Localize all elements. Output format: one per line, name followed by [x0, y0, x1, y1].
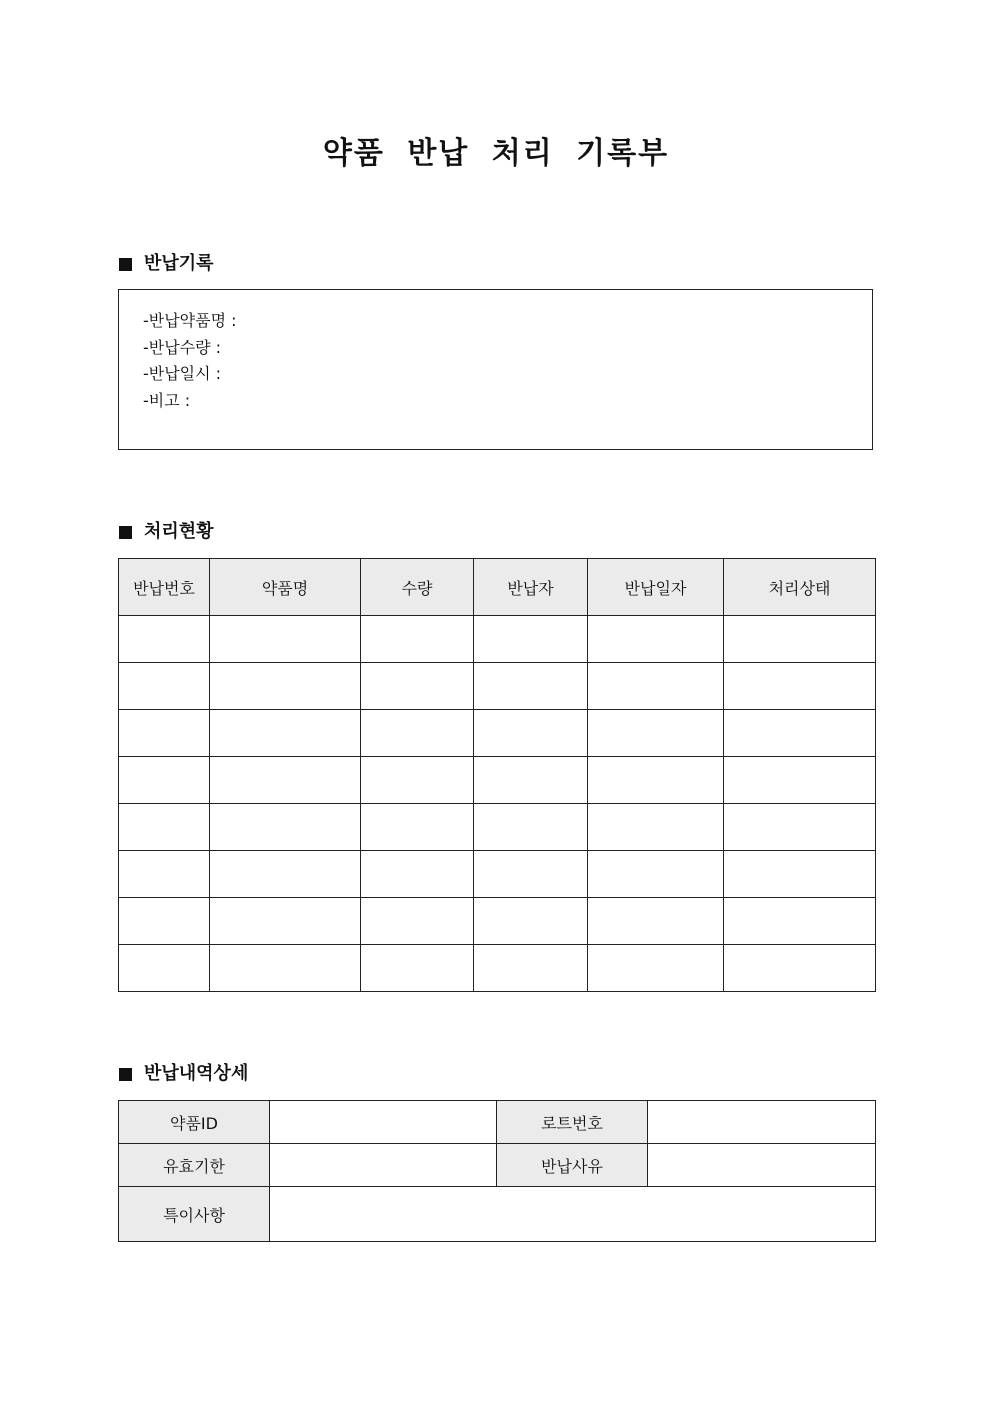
table-row [119, 616, 876, 663]
table-row [119, 945, 876, 992]
drug-name-cell[interactable] [210, 898, 361, 945]
returner-cell[interactable] [474, 663, 588, 710]
return-number-cell[interactable] [119, 616, 210, 663]
processing-status-cell[interactable] [724, 898, 876, 945]
drug-name-cell[interactable] [210, 945, 361, 992]
square-bullet-icon [119, 1068, 132, 1081]
column-header-returner: 반납자 [474, 559, 588, 616]
return-date-cell[interactable] [588, 663, 724, 710]
column-header-return-number: 반납번호 [119, 559, 210, 616]
quantity-cell[interactable] [361, 898, 474, 945]
column-header-processing-status: 처리상태 [724, 559, 876, 616]
column-header-quantity: 수량 [361, 559, 474, 616]
return-date-cell[interactable] [588, 710, 724, 757]
return-date-cell[interactable] [588, 616, 724, 663]
processing-status-cell[interactable] [724, 851, 876, 898]
processing-status-cell[interactable] [724, 616, 876, 663]
return-reason-value[interactable] [648, 1144, 876, 1187]
table-row [119, 1187, 876, 1242]
column-header-return-date: 반납일자 [588, 559, 724, 616]
remarks-value[interactable] [270, 1187, 876, 1242]
return-drug-name-line[interactable]: -반납약품명 : [143, 311, 237, 330]
table-row [119, 663, 876, 710]
return-date-cell[interactable] [588, 851, 724, 898]
column-header-drug-name: 약품명 [210, 559, 361, 616]
return-datetime-line[interactable]: -반납일시 : [143, 364, 222, 383]
return-number-cell[interactable] [119, 663, 210, 710]
processing-status-cell[interactable] [724, 710, 876, 757]
section-heading-return-details [119, 1061, 248, 1087]
table-row [119, 898, 876, 945]
expiry-date-label: 유효기한 [119, 1144, 270, 1187]
section-heading-label: 반납내역상세 [144, 1063, 249, 1084]
table-row [119, 1101, 876, 1144]
square-bullet-icon [119, 258, 132, 271]
drug-name-cell[interactable] [210, 757, 361, 804]
quantity-cell[interactable] [361, 710, 474, 757]
drug-id-label: 약품ID [119, 1101, 270, 1144]
returner-cell[interactable] [474, 757, 588, 804]
table-row [119, 1144, 876, 1187]
returner-cell[interactable] [474, 710, 588, 757]
quantity-cell[interactable] [361, 663, 474, 710]
returner-cell[interactable] [474, 616, 588, 663]
return-number-cell[interactable] [119, 945, 210, 992]
return-date-cell[interactable] [588, 945, 724, 992]
return-number-cell[interactable] [119, 710, 210, 757]
processing-status-cell[interactable] [724, 757, 876, 804]
return-reason-label: 반납사유 [497, 1144, 648, 1187]
quantity-cell[interactable] [361, 757, 474, 804]
quantity-cell[interactable] [361, 851, 474, 898]
drug-name-cell[interactable] [210, 851, 361, 898]
remarks-line[interactable]: -비고 : [143, 390, 191, 410]
return-number-cell[interactable] [119, 757, 210, 804]
quantity-cell[interactable] [361, 804, 474, 851]
return-number-cell[interactable] [119, 804, 210, 851]
quantity-cell[interactable] [361, 616, 474, 663]
return-number-cell[interactable] [119, 851, 210, 898]
lot-number-value[interactable] [648, 1101, 876, 1144]
return-date-cell[interactable] [588, 804, 724, 851]
table-row [119, 757, 876, 804]
drug-name-cell[interactable] [210, 616, 361, 663]
section-heading-label: 처리현황 [144, 521, 214, 542]
table-header-row [119, 559, 876, 616]
drug-id-value[interactable] [270, 1101, 497, 1144]
return-record-box [118, 289, 873, 450]
return-quantity-line[interactable]: -반납수량 : [143, 337, 222, 357]
drug-name-cell[interactable] [210, 663, 361, 710]
page-title: 약품 반납 처리 기록부 [322, 136, 670, 171]
table-row [119, 804, 876, 851]
section-heading-label: 반납기록 [144, 253, 214, 274]
return-date-cell[interactable] [588, 757, 724, 804]
remarks-label: 특이사항 [119, 1187, 270, 1242]
expiry-date-value[interactable] [270, 1144, 497, 1187]
return-date-cell[interactable] [588, 898, 724, 945]
lot-number-label: 로트번호 [497, 1101, 648, 1144]
drug-name-cell[interactable] [210, 804, 361, 851]
section-heading-processing-status [119, 519, 214, 545]
returner-cell[interactable] [474, 851, 588, 898]
processing-status-cell[interactable] [724, 804, 876, 851]
table-row [119, 851, 876, 898]
table-row [119, 710, 876, 757]
returner-cell[interactable] [474, 804, 588, 851]
return-details-table [118, 1100, 876, 1242]
processing-status-cell[interactable] [724, 945, 876, 992]
processing-status-cell[interactable] [724, 663, 876, 710]
return-number-cell[interactable] [119, 898, 210, 945]
returner-cell[interactable] [474, 898, 588, 945]
section-heading-return-record [119, 251, 214, 277]
quantity-cell[interactable] [361, 945, 474, 992]
drug-name-cell[interactable] [210, 710, 361, 757]
processing-status-table [118, 558, 876, 992]
returner-cell[interactable] [474, 945, 588, 992]
square-bullet-icon [119, 526, 132, 539]
